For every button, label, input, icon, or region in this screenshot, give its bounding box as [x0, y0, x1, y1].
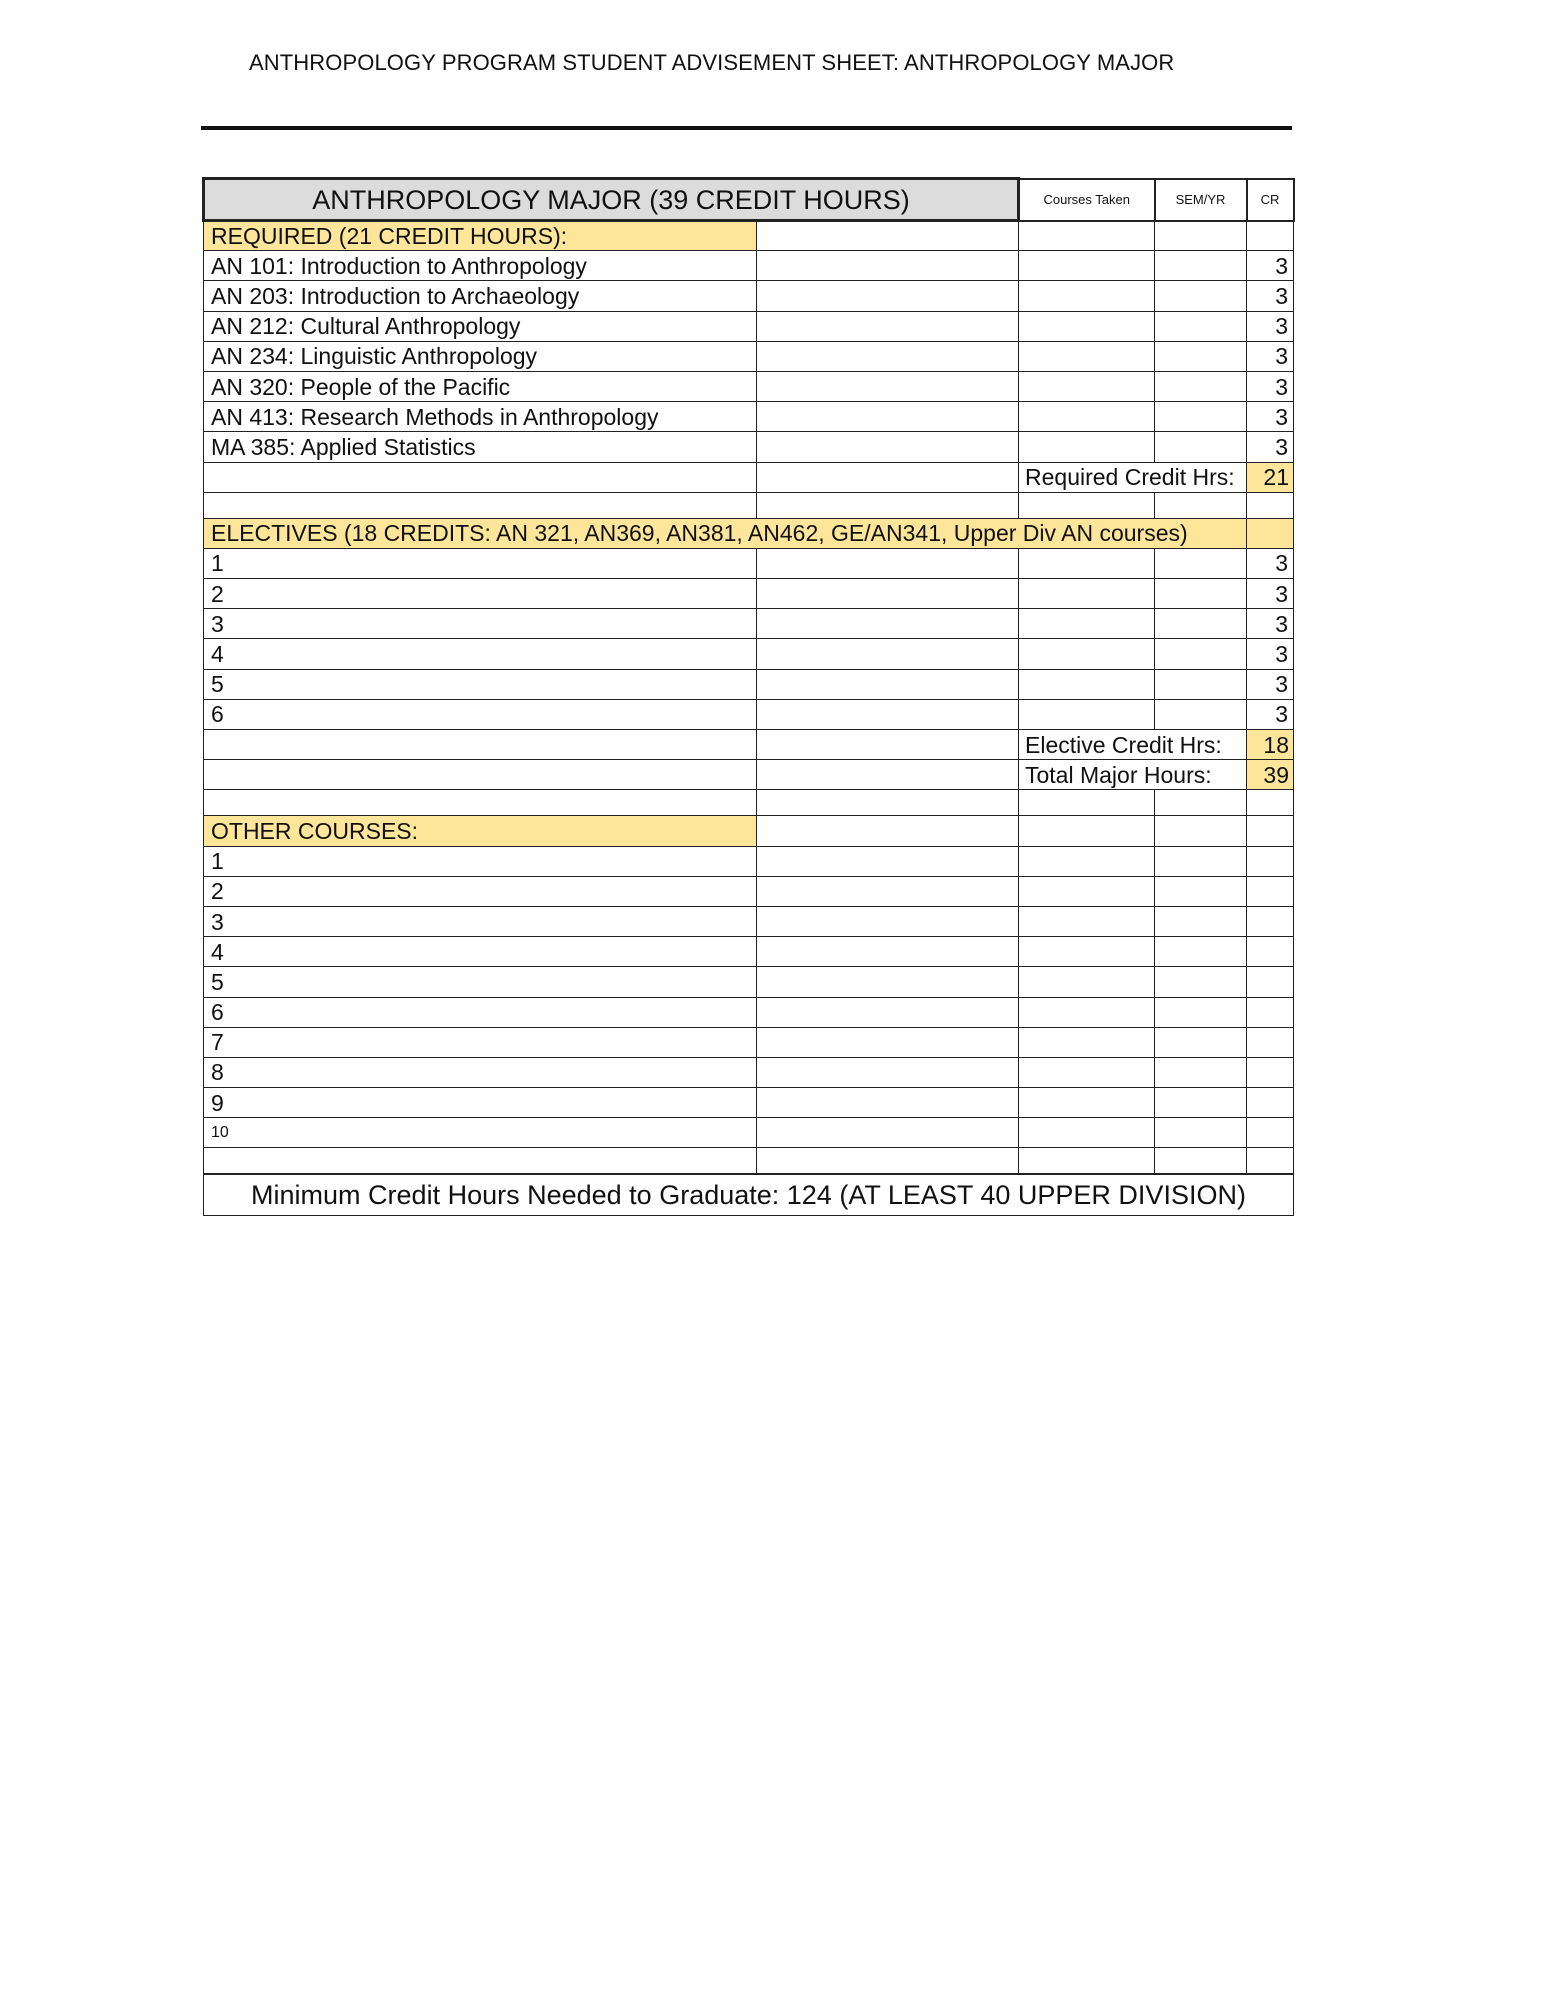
blank-cell[interactable] — [757, 1088, 1019, 1118]
blank-cell — [204, 1148, 757, 1174]
blank-cell[interactable] — [757, 906, 1019, 936]
courses-taken-cell[interactable] — [1019, 341, 1155, 371]
courses-taken-cell[interactable] — [1019, 402, 1155, 432]
document-header: ANTHROPOLOGY PROGRAM STUDENT ADVISEMENT SHEET: ANTHROPOLOGY MAJOR — [249, 50, 1175, 75]
cr-cell: 3 — [1247, 341, 1294, 371]
course-name: AN 101: Introduction to Anthropology — [204, 251, 757, 281]
blank-cell — [757, 492, 1019, 518]
electives-heading-row — [204, 518, 1294, 548]
cr-cell[interactable] — [1247, 937, 1294, 967]
cr-cell: 3 — [1247, 251, 1294, 281]
required-heading: REQUIRED (21 CREDIT HOURS): — [204, 221, 757, 251]
elective-number[interactable]: 6 — [204, 699, 757, 729]
table-row — [204, 609, 1294, 639]
courses-taken-cell[interactable] — [1019, 699, 1155, 729]
sem-yr-cell[interactable] — [1155, 1027, 1247, 1057]
blank-cell — [1155, 1148, 1247, 1174]
required-heading-row — [204, 221, 1294, 251]
cr-cell[interactable] — [1247, 1057, 1294, 1087]
graduation-requirement: Minimum Credit Hours Needed to Graduate: 124 (AT LEAST 40 UPPER DIVISION) — [204, 1174, 1294, 1216]
blank-cell[interactable] — [757, 816, 1019, 846]
cr-cell: 3 — [1247, 579, 1294, 609]
table-row — [204, 341, 1294, 371]
blank-cell — [1247, 492, 1294, 518]
sem-yr-cell[interactable] — [1155, 669, 1247, 699]
spacer-row — [204, 492, 1294, 518]
table-row — [204, 876, 1294, 906]
cr-cell[interactable] — [1247, 1088, 1294, 1118]
cr-cell: 3 — [1247, 371, 1294, 401]
courses-taken-cell[interactable] — [1019, 967, 1155, 997]
cr-cell[interactable] — [1247, 906, 1294, 936]
courses-taken-cell[interactable] — [1019, 639, 1155, 669]
elective-total-value: 18 — [1247, 730, 1294, 760]
sem-yr-cell[interactable] — [1155, 876, 1247, 906]
other-number[interactable]: 1 — [204, 846, 757, 876]
other-number[interactable]: 8 — [204, 1057, 757, 1087]
blank-cell — [1019, 1148, 1155, 1174]
cr-cell — [1247, 518, 1294, 548]
blank-cell — [1155, 492, 1247, 518]
courses-taken-cell[interactable] — [1019, 609, 1155, 639]
cr-cell[interactable] — [1247, 816, 1294, 846]
other-number[interactable]: 3 — [204, 906, 757, 936]
sem-yr-cell[interactable] — [1155, 1057, 1247, 1087]
cr-cell: 3 — [1247, 311, 1294, 341]
other-number[interactable]: 7 — [204, 1027, 757, 1057]
courses-taken-cell[interactable] — [1019, 251, 1155, 281]
blank-cell[interactable] — [757, 1027, 1019, 1057]
cr-cell: 3 — [1247, 639, 1294, 669]
blank-cell[interactable] — [757, 669, 1019, 699]
blank-cell — [204, 760, 757, 790]
other-heading: OTHER COURSES: — [204, 816, 757, 846]
courses-taken-cell[interactable] — [1019, 846, 1155, 876]
blank-cell[interactable] — [757, 221, 1019, 251]
courses-taken-cell[interactable] — [1019, 816, 1155, 846]
blank-cell — [757, 790, 1019, 816]
other-number[interactable]: 10 — [204, 1118, 757, 1148]
sem-yr-cell[interactable] — [1155, 432, 1247, 462]
table-row — [204, 937, 1294, 967]
elective-number[interactable]: 2 — [204, 579, 757, 609]
blank-cell — [1247, 1148, 1294, 1174]
courses-taken-cell[interactable] — [1019, 997, 1155, 1027]
sem-yr-cell[interactable] — [1155, 1118, 1247, 1148]
major-total-row — [204, 760, 1294, 790]
cr-cell[interactable] — [1247, 967, 1294, 997]
cr-cell: 3 — [1247, 548, 1294, 578]
blank-cell — [757, 760, 1019, 790]
course-name: AN 212: Cultural Anthropology — [204, 311, 757, 341]
table-row — [204, 967, 1294, 997]
elective-number[interactable]: 5 — [204, 669, 757, 699]
sem-yr-cell[interactable] — [1155, 967, 1247, 997]
elective-number[interactable]: 1 — [204, 548, 757, 578]
blank-cell — [1247, 790, 1294, 816]
sem-yr-cell[interactable] — [1155, 221, 1247, 251]
elective-total-row — [204, 730, 1294, 760]
courses-taken-cell[interactable] — [1019, 876, 1155, 906]
sem-yr-cell[interactable] — [1155, 816, 1247, 846]
elective-number[interactable]: 4 — [204, 639, 757, 669]
courses-taken-cell[interactable] — [1019, 669, 1155, 699]
sem-yr-cell[interactable] — [1155, 1088, 1247, 1118]
spacer-row — [204, 790, 1294, 816]
blank-cell[interactable] — [757, 876, 1019, 906]
cr-cell: 3 — [1247, 609, 1294, 639]
blank-cell[interactable] — [757, 967, 1019, 997]
blank-cell[interactable] — [757, 846, 1019, 876]
spacer-row — [204, 1148, 1294, 1174]
blank-cell — [204, 790, 757, 816]
cr-cell: 3 — [1247, 669, 1294, 699]
blank-cell[interactable] — [757, 548, 1019, 578]
courses-taken-cell[interactable] — [1019, 371, 1155, 401]
table-row — [204, 846, 1294, 876]
cr-cell[interactable] — [1247, 1027, 1294, 1057]
blank-cell — [204, 462, 757, 492]
courses-taken-cell[interactable] — [1019, 432, 1155, 462]
blank-cell[interactable] — [757, 1118, 1019, 1148]
sem-yr-cell[interactable] — [1155, 906, 1247, 936]
table-row — [204, 371, 1294, 401]
required-total-value: 21 — [1247, 462, 1294, 492]
table-title: ANTHROPOLOGY MAJOR (39 CREDIT HOURS) — [204, 179, 1019, 221]
blank-cell[interactable] — [757, 997, 1019, 1027]
course-name: AN 203: Introduction to Archaeology — [204, 281, 757, 311]
blank-cell[interactable] — [757, 251, 1019, 281]
blank-cell — [1019, 790, 1155, 816]
blank-cell — [757, 730, 1019, 760]
courses-taken-cell[interactable] — [1019, 311, 1155, 341]
sem-yr-cell[interactable] — [1155, 281, 1247, 311]
courses-taken-cell[interactable] — [1019, 548, 1155, 578]
sem-yr-cell[interactable] — [1155, 402, 1247, 432]
cr-cell[interactable] — [1247, 1118, 1294, 1148]
major-total-label: Total Major Hours: — [1019, 760, 1247, 790]
courses-taken-cell[interactable] — [1019, 1027, 1155, 1057]
table-row — [204, 1027, 1294, 1057]
table-row — [204, 997, 1294, 1027]
table-row — [204, 251, 1294, 281]
sem-yr-cell[interactable] — [1155, 639, 1247, 669]
title-row — [204, 179, 1294, 221]
required-total-row — [204, 462, 1294, 492]
other-heading-row — [204, 816, 1294, 846]
sem-yr-header: SEM/YR — [1155, 179, 1247, 221]
sem-yr-cell[interactable] — [1155, 846, 1247, 876]
electives-heading: ELECTIVES (18 CREDITS: AN 321, AN369, AN381, AN462, GE/AN341, Upper Div AN courses) — [204, 518, 1247, 548]
table-row — [204, 906, 1294, 936]
blank-cell — [204, 492, 757, 518]
sem-yr-cell[interactable] — [1155, 937, 1247, 967]
sem-yr-cell[interactable] — [1155, 609, 1247, 639]
sem-yr-cell[interactable] — [1155, 997, 1247, 1027]
elective-total-label: Elective Credit Hrs: — [1019, 730, 1247, 760]
course-name: AN 413: Research Methods in Anthropology — [204, 402, 757, 432]
course-name: AN 234: Linguistic Anthropology — [204, 341, 757, 371]
courses-taken-cell[interactable] — [1019, 221, 1155, 251]
blank-cell[interactable] — [757, 281, 1019, 311]
courses-taken-cell[interactable] — [1019, 906, 1155, 936]
blank-cell — [204, 730, 757, 760]
courses-taken-cell[interactable] — [1019, 937, 1155, 967]
other-number[interactable]: 2 — [204, 876, 757, 906]
blank-cell[interactable] — [757, 341, 1019, 371]
table-row — [204, 1088, 1294, 1118]
course-name: AN 320: People of the Pacific — [204, 371, 757, 401]
cr-cell: 3 — [1247, 402, 1294, 432]
sem-yr-cell[interactable] — [1155, 341, 1247, 371]
blank-cell[interactable] — [757, 579, 1019, 609]
cr-cell[interactable] — [1247, 846, 1294, 876]
table-row — [204, 1057, 1294, 1087]
blank-cell[interactable] — [757, 311, 1019, 341]
table-row — [204, 432, 1294, 462]
blank-cell — [1155, 790, 1247, 816]
sem-yr-cell[interactable] — [1155, 699, 1247, 729]
cr-cell[interactable] — [1247, 997, 1294, 1027]
table-row — [204, 548, 1294, 578]
courses-taken-header: Courses Taken — [1019, 179, 1155, 221]
courses-taken-cell[interactable] — [1019, 1088, 1155, 1118]
table-row — [204, 281, 1294, 311]
courses-taken-cell[interactable] — [1019, 1057, 1155, 1087]
other-number[interactable]: 6 — [204, 997, 757, 1027]
cr-cell: 3 — [1247, 281, 1294, 311]
courses-taken-cell[interactable] — [1019, 579, 1155, 609]
sem-yr-cell[interactable] — [1155, 548, 1247, 578]
cr-cell — [1247, 221, 1294, 251]
required-total-label: Required Credit Hrs: — [1019, 462, 1247, 492]
footer-row — [204, 1174, 1294, 1216]
blank-cell[interactable] — [757, 609, 1019, 639]
table-row — [204, 669, 1294, 699]
blank-cell[interactable] — [757, 432, 1019, 462]
sem-yr-cell[interactable] — [1155, 311, 1247, 341]
table-row — [204, 579, 1294, 609]
blank-cell[interactable] — [757, 937, 1019, 967]
major-total-value: 39 — [1247, 760, 1294, 790]
table-row — [204, 1118, 1294, 1148]
table-row — [204, 311, 1294, 341]
blank-cell[interactable] — [757, 639, 1019, 669]
cr-cell[interactable] — [1247, 876, 1294, 906]
blank-cell — [1019, 492, 1155, 518]
cr-header: CR — [1247, 179, 1294, 221]
table-row — [204, 402, 1294, 432]
blank-cell[interactable] — [757, 371, 1019, 401]
advisement-table — [202, 177, 1295, 1216]
other-number[interactable]: 5 — [204, 967, 757, 997]
cr-cell: 3 — [1247, 432, 1294, 462]
blank-cell[interactable] — [757, 402, 1019, 432]
header-rule — [201, 126, 1292, 130]
sem-yr-cell[interactable] — [1155, 251, 1247, 281]
blank-cell — [757, 462, 1019, 492]
blank-cell — [757, 1148, 1019, 1174]
table-row — [204, 699, 1294, 729]
other-number[interactable]: 4 — [204, 937, 757, 967]
table-row — [204, 639, 1294, 669]
courses-taken-cell[interactable] — [1019, 281, 1155, 311]
course-name: MA 385: Applied Statistics — [204, 432, 757, 462]
blank-cell[interactable] — [757, 1057, 1019, 1087]
cr-cell: 3 — [1247, 699, 1294, 729]
sem-yr-cell[interactable] — [1155, 579, 1247, 609]
sem-yr-cell[interactable] — [1155, 371, 1247, 401]
elective-number[interactable]: 3 — [204, 609, 757, 639]
courses-taken-cell[interactable] — [1019, 1118, 1155, 1148]
other-number[interactable]: 9 — [204, 1088, 757, 1118]
blank-cell[interactable] — [757, 699, 1019, 729]
